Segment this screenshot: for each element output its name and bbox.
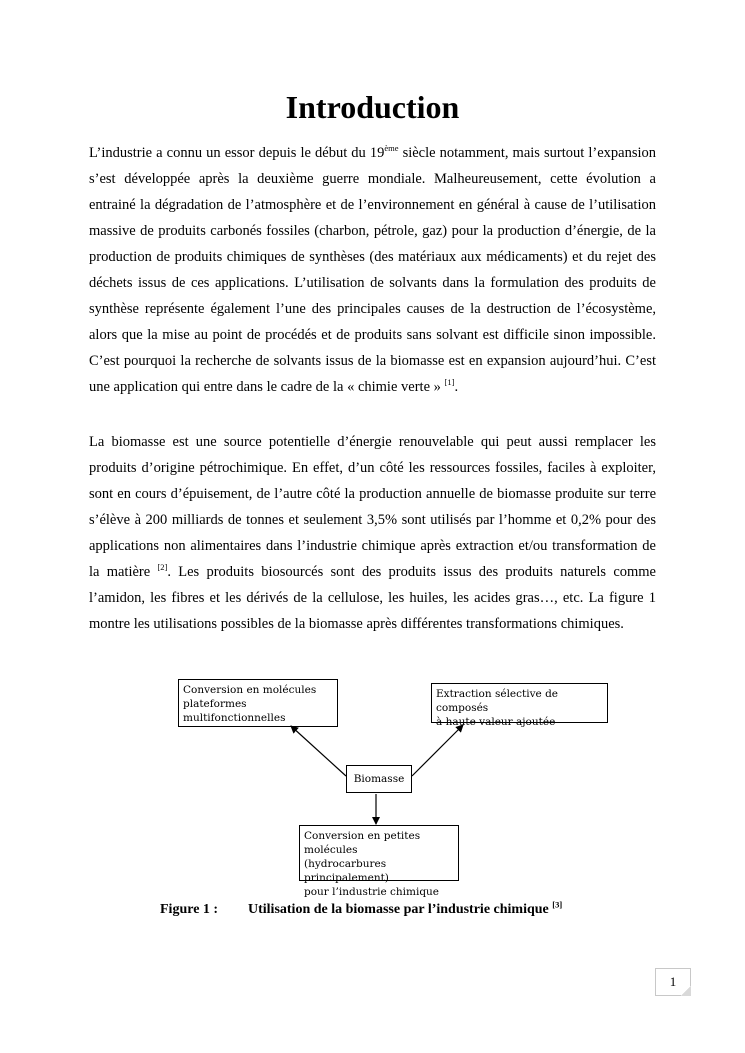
- p2-reference: [2]: [157, 562, 168, 573]
- p1-reference: [1]: [444, 377, 455, 388]
- box-plateformes-line2: plateformes multifonctionnelles: [183, 698, 286, 724]
- figure-caption-reference: [3]: [552, 899, 563, 910]
- box-petites-line3: pour l’industrie chimique: [304, 886, 440, 898]
- page-number-box: [655, 968, 691, 996]
- p1-text-start: L’industrie a connu un essor depuis le début du 19: [89, 145, 385, 161]
- arrow-to-extraction: [412, 725, 463, 776]
- arrow-to-plateformes: [291, 726, 346, 776]
- p1-text-main: siècle notamment, mais surtout l’expansion s’est développée après la deuxième guerre mondiale. Malheureusement, cette évolution a entrainé la dégradation de l’atmosphère et de l’environnement en général à cause de l’utilisation massive de produits carbonés fossiles (charbon, pétrole, gaz) pour la production d’énergie, de la production de produits chimiques de synthèses (des matériaux aux médicaments) et du rejet des déchets issus de ces applications. L’utilisation de solvants dans la formulation des produits de synthèse représente également l’une des principales causes de la destruction de l’écosystème, alors que la mise au point de procédés et de produits sans solvant est difficile sinon impossible. C’est pourquoi la recherche de solvants issus de la biomasse est en expansion aujourd’hui. C’est une application qui entre dans le cadre de la « chimie verte »: [89, 145, 656, 395]
- p2-text-start: La biomasse est une source potentielle d’énergie renouvelable qui peut aussi remplacer les produits d’origine pétrochimique. En effet, d’un côté les ressources fossiles, faciles à exploiter, sont en cours d’épuisement, de l’autre côté la production annuelle de biomasse produite sur terre s’élève à 200 milliards de tonnes et seulement 3,5% sont utilisés par l’homme et 0,2% pour des applications non alimentaires dans l’industrie chimique après extraction et/ou transformation de la matière: [89, 434, 656, 580]
- p1-superscript: ème: [384, 143, 399, 154]
- box-petites-line1: Conversion en petites molécules: [304, 830, 421, 856]
- p2-text-end: . Les produits biosourcés sont des produits issus des produits naturels comme l’amidon, les fibres et les dérivés de la cellulose, les huiles, les acides gras…, etc. La figure 1 montre les utilisations possibles de la biomasse après différentes transformations chimiques.: [89, 564, 656, 632]
- box-extraction-selective: [431, 683, 608, 728]
- figure-caption: [248, 900, 562, 920]
- box-biomasse: Biomasse: [346, 765, 412, 793]
- page-title: Introduction: [285, 89, 460, 125]
- p1-text-end: .: [454, 379, 459, 395]
- box-petites-line2: (hydrocarbures principalement): [304, 858, 389, 884]
- box-extraction-line1: Extraction sélective de composés: [436, 688, 559, 714]
- box-conversion-plateformes: [178, 679, 338, 727]
- page-curl-icon: [681, 986, 691, 996]
- figure-caption-text: Utilisation de la biomasse par l’industrie chimique: [248, 902, 553, 917]
- box-extraction-line2: à haute valeur ajoutée: [436, 716, 556, 728]
- box-conversion-petites-molecules: [299, 825, 459, 898]
- figure-label: Figure 1 :: [160, 902, 219, 917]
- page-number: 1: [669, 974, 677, 989]
- box-plateformes-line1: Conversion en molécules: [183, 684, 317, 696]
